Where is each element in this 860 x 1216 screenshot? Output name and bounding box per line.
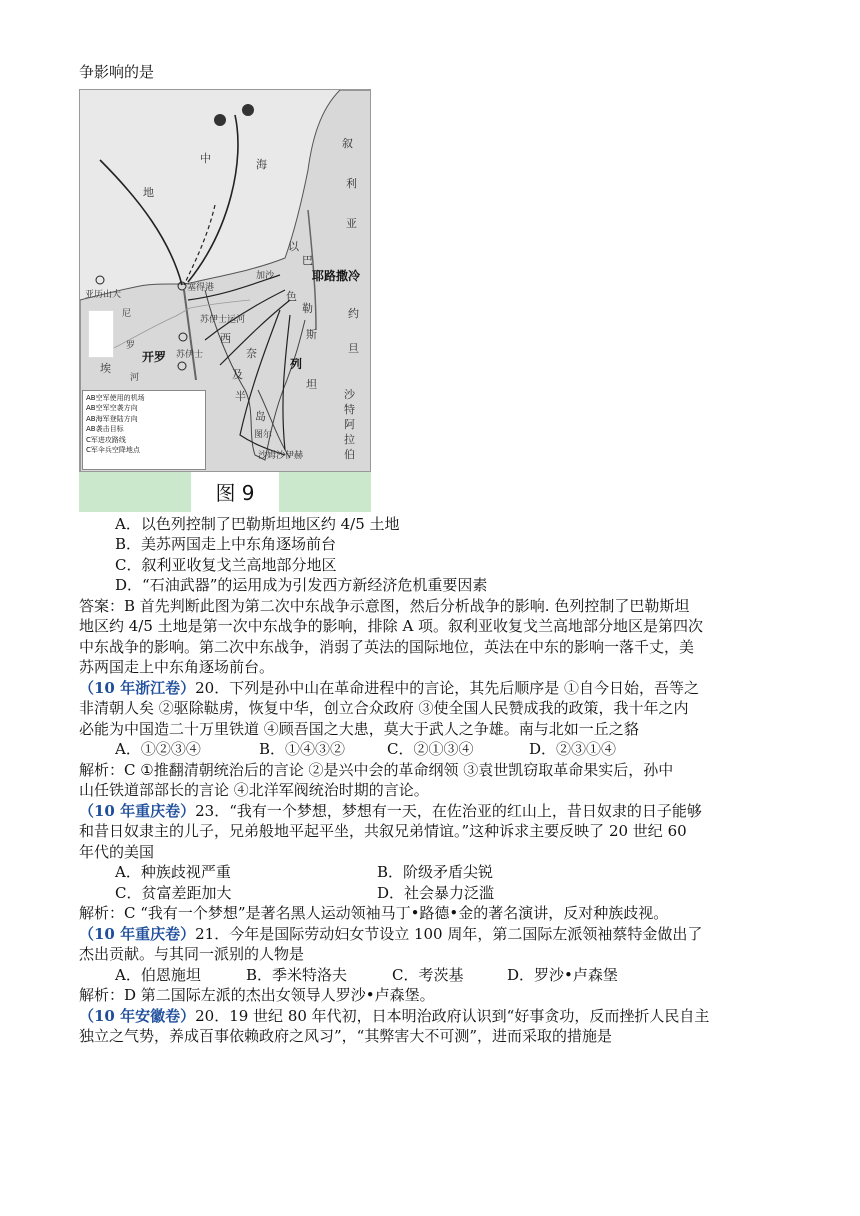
map-label-palestine-3: 斯 (306, 327, 317, 341)
q20zj-option-a: A．①②③④ (115, 740, 201, 758)
map-label-saudi-1: 沙 (344, 387, 355, 401)
map-label-syria-3: 亚 (346, 216, 357, 230)
map-label-sinai-5: 及 (232, 367, 243, 381)
map-label-alexandria: 亚历山大 (85, 289, 122, 300)
war-map (79, 89, 371, 472)
q20ah-source: （10 年安徽卷） (79, 1006, 196, 1025)
map-label-saudi-5: 伯 (344, 447, 355, 461)
q21cq-option-d: D．罗沙•卢森堡 (507, 965, 618, 984)
intro-line: 争影响的是 (79, 63, 155, 81)
legend-item: C军进攻路线 (86, 435, 126, 444)
map-label-sinai-3: 半 (235, 389, 246, 403)
q19-answer-line: 中东战争的影响。第二次中东战争，消弱了英法的国际地位，英法在中东的影响一落千丈，美 (79, 637, 695, 656)
map-label-israel-2: 色 (286, 289, 297, 303)
map-label-nile-1: 尼 (122, 308, 132, 319)
q23cq-option-a: A．种族歧视严重 (115, 863, 231, 881)
q19-option-b: B．美苏两国走上中东角逐场前台 (115, 535, 337, 553)
q20zj-option-b: B．①④③② (259, 740, 346, 758)
q21cq-stem-line: （10 年重庆卷）21．今年是国际劳动妇女节设立 100 周年，第二国际左派领袖蔡特金做出了 (79, 924, 703, 943)
map-label-suez-canal: 苏伊士运河 (200, 314, 246, 325)
legend-item: AB空军使用的机场 (86, 393, 145, 402)
legend-item: AB海军登陆方向 (86, 414, 138, 423)
map-label-port-said: 塞得港 (187, 282, 215, 293)
q19-answer-line: 答案：B 首先判断此图为第二次中东战争示意图，然后分析战争的影响. 色列控制了巴勒斯坦 (79, 596, 690, 615)
map-label-jordan-1: 约 (348, 306, 359, 320)
legend-item: AB袭击目标 (86, 425, 124, 433)
map-label-israel-3: 列 (290, 356, 303, 371)
map-label-cairo: 开罗 (142, 349, 167, 364)
q20zj-stem-line: 必能为中国造二十万里铁道 ④顾吾国之大患，莫大于武人之争雄。南与北如一丘之貉 (79, 719, 639, 738)
q21cq-options (79, 965, 783, 986)
q20zj-analysis-line: 解析：C ①推翻清朝统治后的言论 ②是兴中会的革命纲领 ③袁世凯窃取革命果实后，孙中 (79, 760, 674, 779)
map-label-sharm: 沙姆沙伊赫 (258, 450, 304, 461)
map-label-nile-2: 罗 (126, 340, 136, 351)
map-label-jerusalem: 耶路撒冷 (312, 268, 361, 283)
q23cq-options-row (79, 883, 783, 904)
q21cq-stem-line: 杰出贡献。与其同一派别的人物是 (79, 945, 305, 963)
map-label-gaza: 加沙 (256, 270, 275, 281)
map-label-sea-3: 海 (256, 157, 267, 171)
map-label-syria-2: 利 (346, 176, 357, 190)
q20zj-analysis-line: 山任铁道部部长的言论 ④北洋军阀统治时期的言论。 (79, 781, 429, 799)
figure-caption-bar (79, 472, 371, 512)
q19-answer-line: 地区约 4/5 土地是第一次中东战争的影响，排除 A 项。叙利亚收复戈兰高地部分地区是第四次 (79, 617, 704, 635)
figure-caption: 图 9 (191, 472, 279, 512)
q19-option-a: A．以色列控制了巴勒斯坦地区约 4/5 土地 (115, 514, 400, 533)
q20ah-stem-line: 独立之气势，养成百事依赖政府之风习”，“其弊害大不可测”，进而采取的措施是 (79, 1027, 613, 1045)
map-label-sea-1: 地 (143, 185, 154, 199)
q23cq-stem-line: 年代的美国 (79, 842, 155, 861)
map-label-egypt: 埃 (100, 361, 111, 375)
legend-item: AB空军空袭方向 (86, 404, 138, 412)
q23cq-options-row (79, 862, 783, 883)
document-page (79, 62, 783, 1047)
q23cq-stem-line: （10 年重庆卷）23．“我有一个梦想，梦想有一天，在佐治亚的红山上，昔日奴隶的日子能够 (79, 801, 702, 820)
q20zj-options (79, 739, 783, 760)
map-label-syria-1: 叙 (342, 136, 353, 150)
q23cq-option-b: B．阶级矛盾尖锐 (377, 863, 494, 881)
q23cq-stem-line: 和昔日奴隶主的儿子，兄弟般地平起平坐，共叙兄弟情谊。”这种诉求主要反映了 20 世纪 60 (79, 822, 687, 840)
q21cq-source: （10 年重庆卷） (79, 924, 196, 943)
q19-option-c: C．叙利亚收复戈兰高地部分地区 (115, 555, 337, 574)
figure-9 (79, 89, 371, 512)
q19-answer-line: 苏两国走上中东角逐场前台。 (79, 658, 275, 676)
q21cq-option-c: C．考茨基 (392, 965, 464, 984)
q20zj-option-c: C．②①③④ (387, 740, 474, 758)
map-label-jordan-2: 旦 (348, 341, 359, 355)
map-label-sea-2: 中 (200, 151, 211, 165)
map-label-israel-1: 以 (288, 239, 299, 253)
q23cq-option-c: C．贫富差距加大 (115, 883, 232, 902)
q20zj-option-d: D．②③①④ (529, 740, 617, 758)
map-label-nile-3: 河 (130, 372, 140, 383)
map-label-saudi-2: 特 (344, 402, 355, 416)
map-label-sinai-2: 奈 (246, 346, 257, 360)
map-label-tur: 图尔 (254, 429, 273, 440)
q21cq-option-b: B．季米特洛夫 (246, 965, 348, 984)
q21cq-analysis: 解析：D 第二国际左派的杰出女领导人罗沙•卢森堡。 (79, 986, 435, 1004)
map-label-palestine-4: 坦 (306, 377, 317, 391)
q21cq-option-a: A．伯恩施坦 (115, 965, 201, 984)
q20ah-stem-line: （10 年安徽卷）20．19 世纪 80 年代初，日本明治政府认识到“好事贪功，反而挫折人民自主 (79, 1006, 710, 1025)
q23cq-option-d: D．社会暴力泛滥 (377, 883, 495, 902)
map-label-suez: 苏伊士 (176, 349, 204, 360)
map-label-sinai-1: 西 (220, 331, 231, 345)
map-label-palestine-1: 巴 (302, 253, 313, 267)
map-blank-patch (88, 310, 114, 358)
q19-option-d: D．“石油武器”的运用成为引发西方新经济危机重要因素 (115, 576, 488, 594)
q23cq-source: （10 年重庆卷） (79, 801, 196, 820)
legend-item: C军伞兵空降地点 (86, 446, 140, 454)
map-label-sinai-4: 岛 (255, 409, 266, 423)
q20zj-source: （10 年浙江卷） (79, 678, 196, 697)
q23cq-analysis: 解析：C “我有一个梦想”是著名黑人运动领袖马丁•路德•金的著名演讲，反对种族歧视。 (79, 904, 669, 922)
q20zj-stem-line: 非清朝人矣 ②驱除鞑虏，恢复中华，创立合众政府 ③使全国人民赞成我的政策，我十年之内 (79, 699, 689, 717)
map-label-saudi-3: 阿 (344, 417, 355, 431)
map-legend (82, 390, 206, 470)
map-label-saudi-4: 拉 (344, 432, 355, 446)
q20zj-stem-line: （10 年浙江卷）20．下列是孙中山在革命进程中的言论，其先后顺序是 ①自今日始，吾等之 (79, 678, 699, 697)
map-label-palestine-2: 勒 (302, 301, 313, 315)
